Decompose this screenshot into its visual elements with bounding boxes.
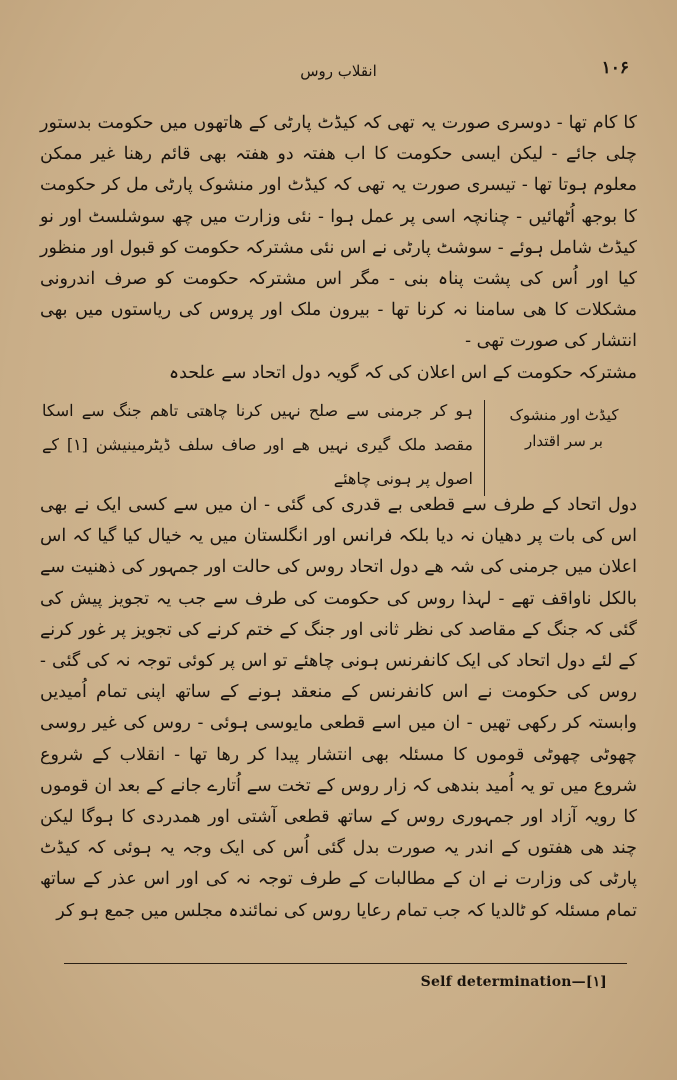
page-number: ۱۰۶: [601, 58, 629, 78]
main-text-block-top: [40, 108, 637, 389]
body-paragraph: دول اتحاد کے طرف سے قطعی بے قدری کی گئی - ان میں سے کسی ایک نے بھی اس کی بات پر دھیان نہ دیا بلکہ فرانس اور انگلستان میں یہ خیال کیا گیا کہ اس اعلان میں جرمنی کی شہ ھے دول اتحاد روس کی حالت اور جمہور کی ذھنیت سے بالکل ناواقف تھے - لہذا روس کی حکومت کی طرف سے جب یہ تجویز پیش کی گئی کہ جنگ کے مقاصد کی نظر ثانی اور جنگ کے ختم کرنے کی تجویز پر غور کرنے کے لئے دول اتحاد کی ایک کانفرنس ہونی چاھئے تو اس پر کوئی توجہ نہ کی گئی - روس کی حکومت نے اس کانفرنس کے منعقد ہونے کے ساتھ اپنی تمام اُمیدیں وابستہ کر رکھی تھیں - ان میں اسے قطعی مایوسی ہوئی - روس کی غیر روسی چھوٹی چھوٹی قوموں کا مسئلہ بھی انتشار پیدا کر رھا تھا - انقلاب کے شروع شروع میں تو یہ اُمید بندھی کہ زار روس کے تخت سے اُتارے جانے کے بعد ان قوموں کا رویہ آزاد اور جمہوری روس کے ساتھ قطعی آشتی اور ھمدردی کا ہوگا لیکن چند ھی ھفتوں کے اندر یہ صورت بدل گئی اُس کی ایک وجہ یہ ہوئی کہ کیڈٹ پارٹی کی وزارت نے ان کے مطالبات کے طرف توجہ نہ کی اور اس عذر کے ساتھ تمام مسئلہ کو ٹالدیا کہ جب تمام رعایا روس کی نمائندہ مجلس میں جمع ہو کر: [40, 495, 637, 921]
margin-heading: [493, 402, 635, 454]
page-header: [40, 58, 637, 88]
body-paragraph: مشترکہ حکومت کے اس اعلان کی کہ گویہ دول اتحاد سے علحدہ: [168, 362, 637, 383]
margin-heading-line: بر سر اقتدار: [525, 432, 603, 450]
margin-heading-line: کیڈٹ اور منشوک: [509, 406, 619, 424]
footnote: Self determination—[۱]: [420, 974, 607, 990]
side-note-text: ہو کر جرمنی سے صلح نہیں کرنا چاھتی تاھم جنگ سے اسکا مقصد ملک گیری نہیں ھے اور صاف سلف ڈیٹرمینیشن [۱] کے اصول پر ہونی چاھئے: [42, 401, 473, 488]
footnote-rule: [64, 963, 627, 964]
side-note-section: [42, 392, 635, 504]
main-text-block-bottom: [40, 490, 637, 927]
running-title: انقلاب روس: [300, 62, 377, 80]
body-paragraph: کا کام تھا - دوسری صورت یہ تھی کہ کیڈٹ پارٹی کے ھاتھوں میں حکومت بدستور چلی جائے - لیکن ایسی حکومت کا اب ھفتہ دو ھفتہ بھی قائم رھنا غیر ممکن معلوم ہوتا تھا - تیسری صورت یہ تھی کہ کیڈٹ اور منشوک پارٹی مل کر حکومت کا بوجھ اُٹھائیں - چنانچہ اسی پر عمل ہوا - نئی وزارت میں چھ سوشلسٹ اور نو کیڈٹ شامل ہوئے - سوشٹ پارٹی نے اس نئی مشترکہ حکومت کو قبول اور منظور کیا اور اُس کی پشت پناہ بنی - مگر اس مشترکہ حکومت کو صرف اندرونی مشکلات کا ھی سامنا نہ کرنا تھا - بیرون ملک اور پروس کی ریاستوں میں بھی انتشار کی صورت تھی -: [40, 113, 637, 352]
vertical-divider: [484, 400, 485, 496]
